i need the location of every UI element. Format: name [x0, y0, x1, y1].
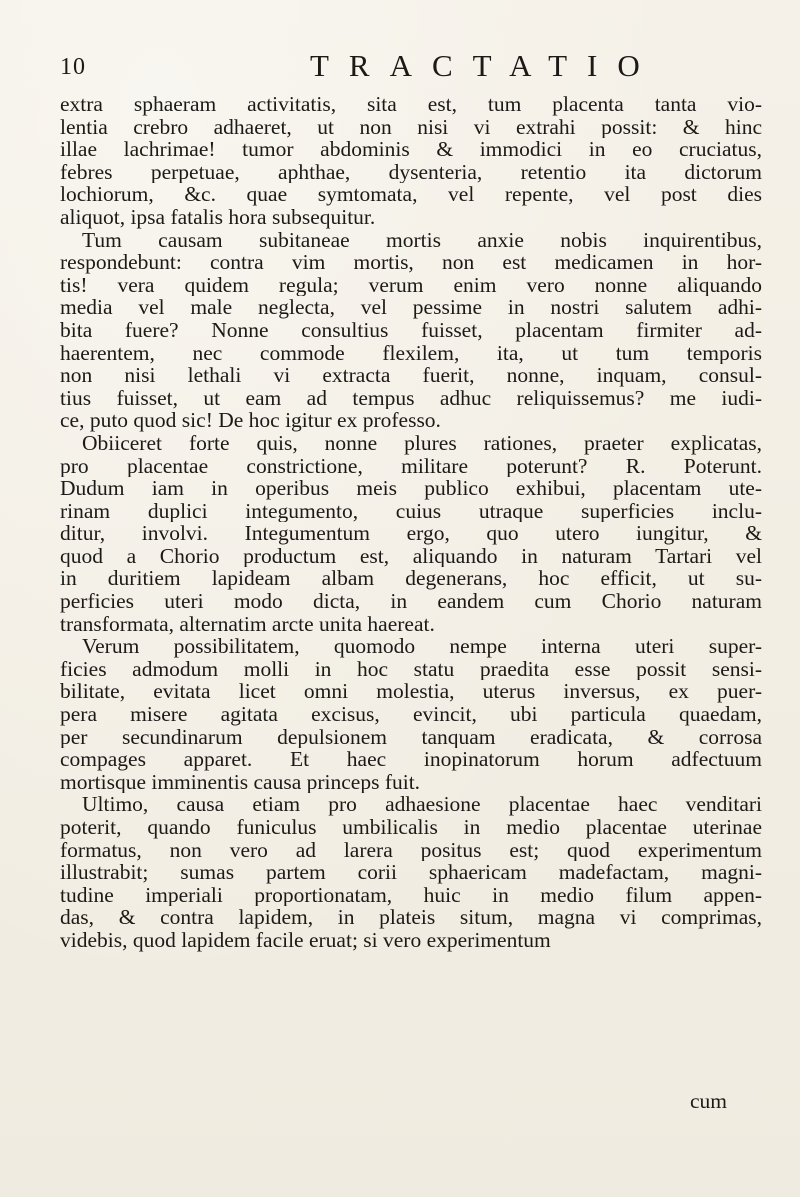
- page-number: 10: [60, 54, 86, 80]
- text-line: bilitate, evitata licet omni molestia, uterus inversus, ex puer-: [60, 680, 762, 704]
- text-line: illustrabit; sumas partem corii sphaericam madefactam, magni-: [60, 861, 762, 884]
- text-line: quod a Chorio productum est, aliquando in naturam Tartari vel: [60, 544, 762, 568]
- text-line: perficies uteri modo dicta, in eandem cum Chorio naturam: [60, 590, 762, 613]
- text-line: media vel male neglecta, vel pessime in nostri salutem adhi-: [60, 296, 762, 319]
- text-line: das, & contra lapidem, in plateis situm, magna vi comprimas,: [60, 906, 762, 929]
- text-line: extra sphaeram activitatis, sita est, tum placenta tanta vio-: [60, 93, 762, 116]
- text-line: ce, puto quod sic! De hoc igitur ex professo.: [60, 409, 441, 432]
- text-line: pro placentae constrictione, militare poterunt? R. Poterunt.: [60, 454, 762, 478]
- text-line: per secundinarum depulsionem tanquam eradicata, & corrosa: [60, 725, 762, 749]
- text-line: tius fuisset, ut eam ad tempus adhuc reliquissemus? me iudi-: [60, 386, 762, 410]
- text-line: non nisi lethali vi extracta fuerit, nonne, inquam, consul-: [60, 364, 762, 387]
- text-line: lochiorum, &c. quae symtomata, vel repente, vel post dies: [60, 183, 762, 206]
- running-title: TRACTATIO: [310, 48, 660, 83]
- text-line: rinam duplici integumento, cuius utraque superficies inclu-: [60, 499, 762, 523]
- text-line: Verum possibilitatem, quomodo nempe interna uteri super-: [82, 635, 762, 658]
- text-line: poterit, quando funiculus umbilicalis in medio placentae uterinae: [60, 816, 762, 839]
- text-line: tis! vera quidem regula; verum enim vero nonne aliquando: [60, 273, 762, 297]
- text-line: ditur, involvi. Integumentum ergo, quo utero iungitur, &: [60, 522, 762, 545]
- catchword: cum: [690, 1089, 728, 1113]
- text-line: in duritiem lapideam albam degenerans, hoc efficit, ut su-: [60, 567, 762, 591]
- text-line: respondebunt: contra vim mortis, non est medicamen in hor-: [60, 251, 762, 274]
- text-line: pera misere agitata excisus, evincit, ubi particula quaedam,: [60, 703, 762, 726]
- text-line: bita fuere? Nonne consultius fuisset, placentam firmiter ad-: [60, 318, 762, 342]
- page-header: [60, 48, 740, 88]
- text-line: transformata, alternatim arcte unita haereat.: [60, 612, 435, 636]
- text-line: formatus, non vero ad larera positus est; quod experimentum: [60, 838, 762, 862]
- text-line: illae lachrimae! tumor abdominis & immodici in eo cruciatus,: [60, 138, 762, 161]
- text-line: compages apparet. Et haec inopinatorum horum adfectuum: [60, 748, 762, 771]
- text-line: aliquot, ipsa fatalis hora subsequitur.: [60, 205, 376, 229]
- text-line: mortisque imminentis causa princeps fuit.: [60, 770, 421, 794]
- body-text: [60, 93, 762, 952]
- text-line: videbis, quod lapidem facile eruat; si vero experimentum: [60, 928, 551, 952]
- text-line: tudine imperiali proportionatam, huic in medio filum appen-: [60, 883, 762, 907]
- text-line: Tum causam subitaneae mortis anxie nobis inquirentibus,: [82, 228, 762, 252]
- text-line: febres perpetuae, aphthae, dysenteria, retentio ita dictorum: [60, 160, 762, 184]
- text-line: haerentem, nec commode flexilem, ita, ut tum temporis: [60, 341, 762, 365]
- text-line: Ultimo, causa etiam pro adhaesione placentae haec venditari: [82, 793, 762, 816]
- text-line: Obiiceret forte quis, nonne plures rationes, praeter explicatas,: [82, 431, 762, 455]
- text-line: Dudum iam in operibus meis publico exhibui, placentam ute-: [60, 477, 762, 500]
- text-line: ficies admodum molli in hoc statu praedita esse possit sensi-: [60, 657, 762, 681]
- text-line: lentia crebro adhaeret, ut non nisi vi extrahi possit: & hinc: [60, 115, 762, 139]
